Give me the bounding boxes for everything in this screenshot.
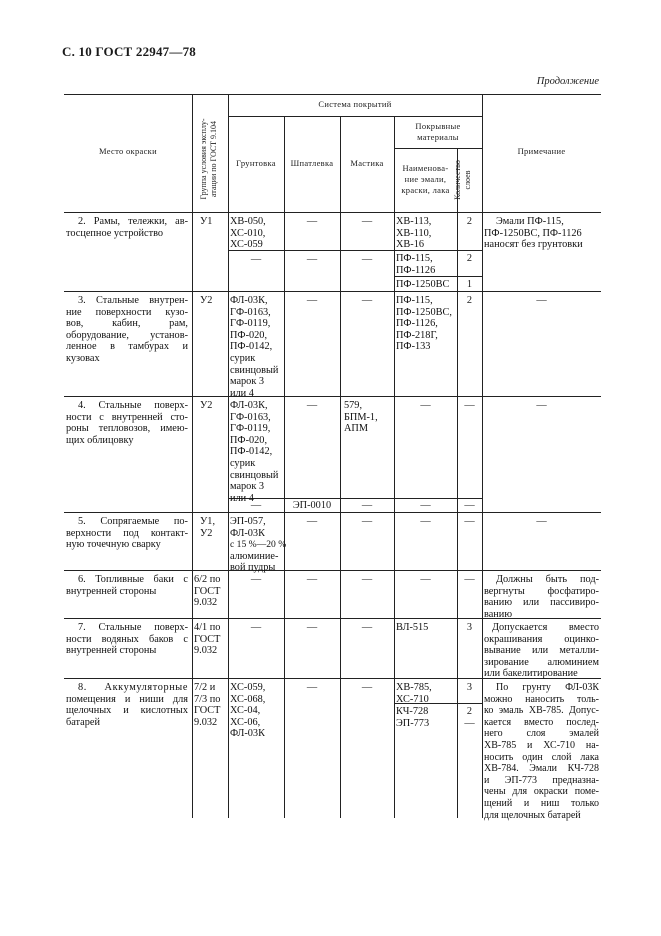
row3-putty: — xyxy=(306,295,318,306)
header-mastic: Мастика xyxy=(350,158,384,168)
system-header-divider xyxy=(228,116,482,117)
row4-sub-putty: ЭП-0010 xyxy=(292,500,332,511)
row2-group: У1 xyxy=(200,216,213,227)
row-divider-3-4 xyxy=(64,396,601,397)
row5-coats: — xyxy=(464,516,475,527)
header-coats-count: Количество слоев xyxy=(453,160,472,200)
row8-group: 7/2 и 7/3 по ГОСТ 9.032 xyxy=(194,682,221,728)
row8-coats-3: — xyxy=(464,718,475,729)
row7-note: Допускается вместо окрашивания оцинко- вывание или металли- зирование алюминием или бакелитирование xyxy=(484,622,599,680)
row7-coating: ВЛ-515 xyxy=(396,622,429,633)
row-divider-5-6 xyxy=(64,570,601,571)
header-system: Система покрытий xyxy=(318,99,392,109)
row4-coats: — xyxy=(464,400,475,411)
row2-coating-2: ПФ-115, ПФ-1126 xyxy=(396,253,436,276)
row5-putty: — xyxy=(306,516,318,527)
row8-mastic: — xyxy=(361,682,373,693)
row8-note: По грунту ФЛ-03К можно наносить толь- ко эмаль ХВ-785. Допус- кается вместо послед- него слоя эмалей ХВ-785 и ХС-710 на- носить один слой лака ХВ-784. Эмали КЧ-728 и ЭП-773 предназна- чены для окраски поме- щений и ниш только для щелочных батарей xyxy=(484,682,599,821)
row2-coating-1: ХВ-113, ХВ-110, ХВ-16 xyxy=(396,216,432,251)
row2-divider-a xyxy=(228,250,482,251)
row3-coating: ПФ-115, ПФ-1250ВС, ПФ-1126, ПФ-218Г, ПФ-133 xyxy=(396,295,452,353)
header-note: Примечание xyxy=(517,146,566,156)
row4-place: 4. Стальные поверх- ности с внутренней сто- роны тепловозов, имею- щих облицовку xyxy=(66,400,188,446)
row-divider-2-3 xyxy=(64,291,601,292)
row4-putty: — xyxy=(306,400,318,411)
header-primer: Грунтовка xyxy=(236,158,276,168)
row7-place: 7. Стальные поверх- ности водяных баков с внутренней стороны xyxy=(66,622,188,657)
row4-note: — xyxy=(536,400,547,411)
row2-coats-2: 2 xyxy=(466,253,473,264)
page-title: С. 10 ГОСТ 22947—78 xyxy=(62,44,196,59)
row2-primer-sub: — xyxy=(250,254,262,265)
row4-sub-coating: — xyxy=(420,500,431,511)
row3-place: 3. Стальные внутрен- ние поверхности кузо- вов, кабин, рам, оборудование, установ- ленное в тамбурах и кузовах xyxy=(66,295,188,364)
row5-group: У1, У2 xyxy=(200,516,216,539)
row3-note: — xyxy=(536,295,547,306)
row3-group: У2 xyxy=(200,295,213,306)
row6-mastic: — xyxy=(361,574,373,585)
row2-coating-3: ПФ-1250ВС xyxy=(396,279,450,290)
row2-putty-sub: — xyxy=(306,254,318,265)
continuation-label: Продолжение xyxy=(536,76,599,87)
row2-primer: ХВ-050, ХС-010, ХС-059 xyxy=(230,216,266,251)
row6-note: Должны быть под- вергнуты фосфатиро- ванию или пассивиро- ванию xyxy=(484,574,599,620)
header-putty: Шпатлевка xyxy=(290,158,334,168)
row2-coats-1: 2 xyxy=(466,216,473,227)
row8-coating-1: ХВ-785, ХС-710 xyxy=(396,682,432,705)
row4-sub-coats: — xyxy=(464,500,475,511)
row5-primer: ЭП-057, ФЛ-03К с 15 %—20 % алюминие- вой пудры xyxy=(230,516,287,574)
row5-mastic: — xyxy=(361,516,373,527)
row6-group: 6/2 по ГОСТ 9.032 xyxy=(194,574,221,609)
row8-coats-1: 3 xyxy=(466,682,473,693)
row2-note: Эмали ПФ-115, ПФ-1250ВС, ПФ-1126 наносят без грунтовки xyxy=(484,216,583,251)
col-divider-place xyxy=(192,94,193,818)
col-divider-group xyxy=(228,94,229,818)
header-place: Место окраски xyxy=(99,146,157,156)
row7-primer: — xyxy=(250,622,262,633)
row8-coats-2: 2 xyxy=(466,706,473,717)
row7-mastic: — xyxy=(361,622,373,633)
row7-group: 4/1 по ГОСТ 9.032 xyxy=(194,622,221,657)
header-coating-materials: Покрывные материалы xyxy=(415,121,461,142)
row5-place: 5. Сопрягаемые по- верхности под контакт- ную точечную сварку xyxy=(66,516,188,551)
row3-primer: ФЛ-03К, ГФ-0163, ГФ-0119, ПФ-020, ПФ-0142, сурик свинцовый марок 3 или 4 xyxy=(230,295,279,399)
row8-place: 8. Аккумуляторные помещения и ниши для щелочных и кислотных батарей xyxy=(66,682,188,728)
row2-place: 2. Рамы, тележки, ав- тосцепное устройство xyxy=(66,216,188,239)
row2-coats-3: 1 xyxy=(466,279,473,290)
row4-sub-mastic: — xyxy=(361,500,373,511)
row-divider-4-5 xyxy=(64,512,601,513)
row4-coating: — xyxy=(420,400,431,411)
row8-coating-2: КЧ-728 ЭП-773 xyxy=(396,706,430,729)
row7-putty: — xyxy=(306,622,318,633)
header-bottom-border xyxy=(64,212,601,213)
row6-coating: — xyxy=(420,574,431,585)
row3-mastic: — xyxy=(361,295,373,306)
row6-coats: — xyxy=(464,574,475,585)
row5-note: — xyxy=(536,516,547,527)
row2-mastic-sub: — xyxy=(361,254,373,265)
row6-place: 6. Топливные баки с внутренней стороны xyxy=(66,574,188,597)
header-group: Группа условия эксплу- атации по ГОСТ 9.104 xyxy=(199,118,218,200)
table-top-border xyxy=(64,94,601,95)
row7-coats: 3 xyxy=(466,622,473,633)
row2-putty: — xyxy=(306,216,318,227)
row4-primer: ФЛ-03К, ГФ-0163, ГФ-0119, ПФ-020, ПФ-0142, сурик свинцовый марок 3 или 4 xyxy=(230,400,279,504)
row6-primer: — xyxy=(250,574,262,585)
header-coating-name: Наименова- ние эмали, краски, лака xyxy=(401,163,450,195)
row3-coats: 2 xyxy=(466,295,473,306)
row8-primer: ХС-059, ХС-068, ХС-04, ХС-06, ФЛ-03К xyxy=(230,682,266,740)
row6-putty: — xyxy=(306,574,318,585)
row2-mastic: — xyxy=(361,216,373,227)
row4-sub-primer: — xyxy=(250,500,262,511)
col-divider-coats xyxy=(482,94,483,818)
row5-coating: — xyxy=(420,516,431,527)
row4-group: У2 xyxy=(200,400,213,411)
row8-putty: — xyxy=(306,682,318,693)
row4-mastic: 579, БПМ-1, АПМ xyxy=(344,400,378,435)
col-divider-mastic xyxy=(394,116,395,818)
